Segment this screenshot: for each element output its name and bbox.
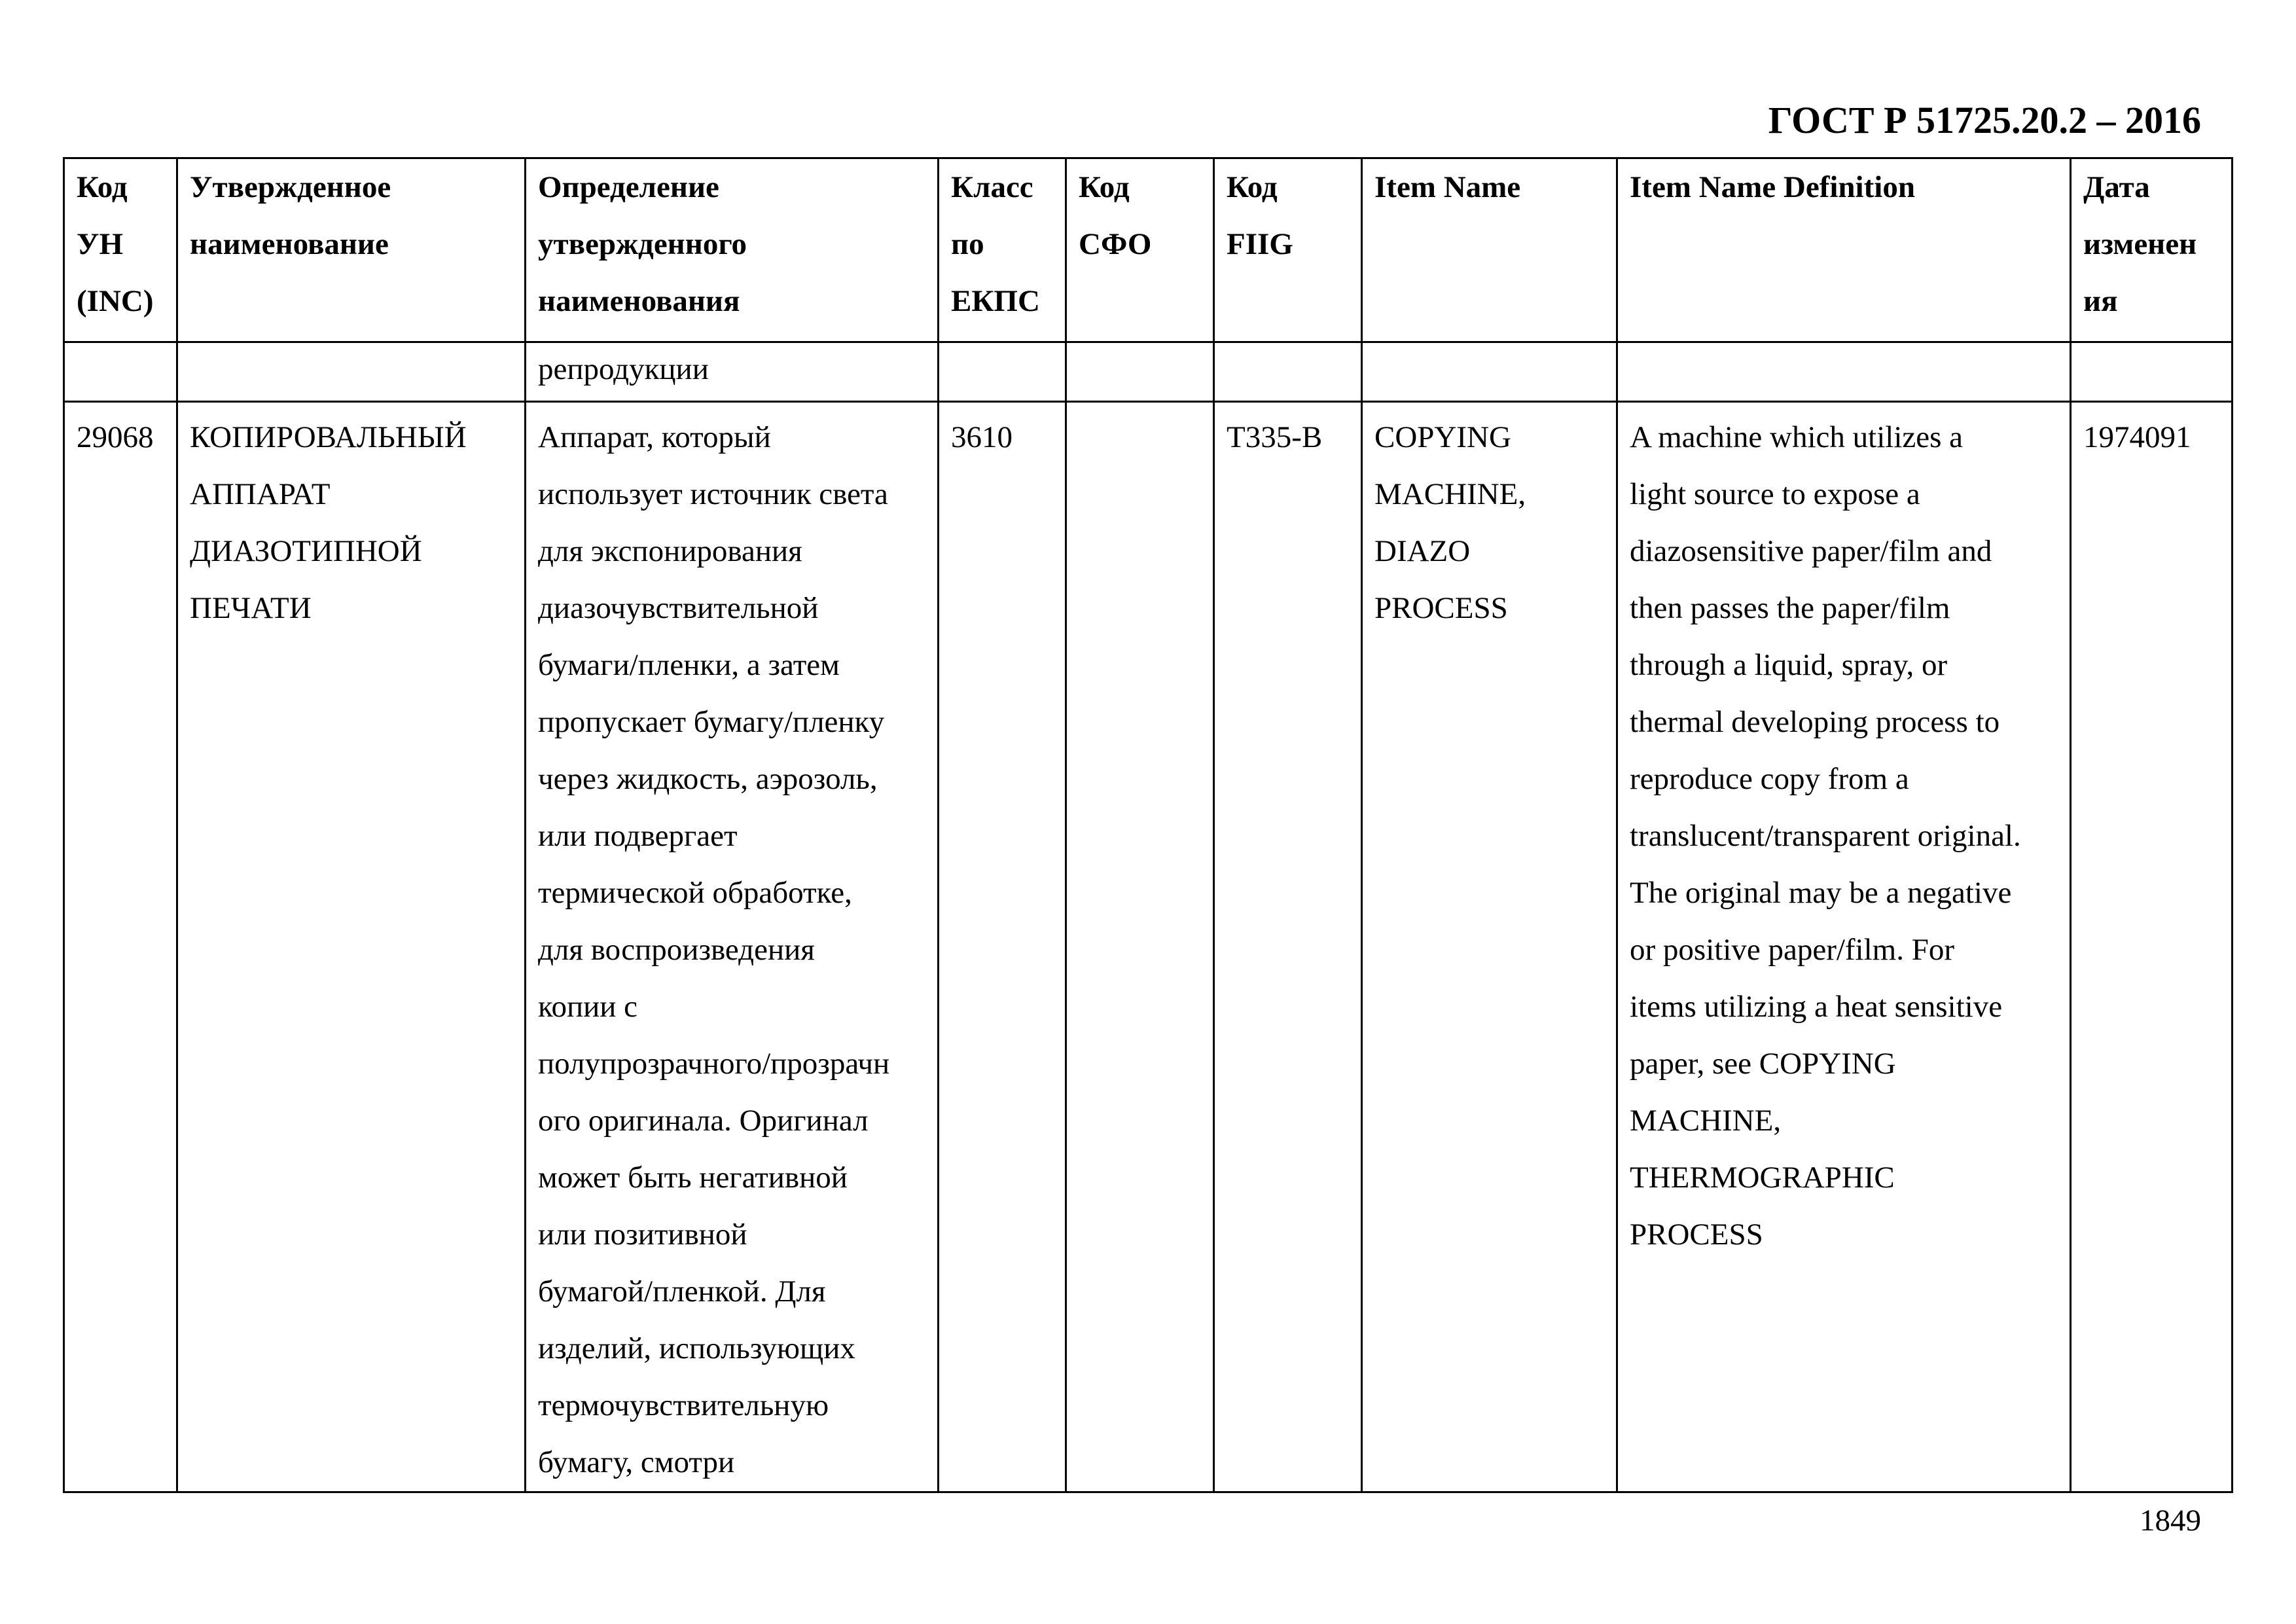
cell-line: Аппарат, который bbox=[538, 420, 771, 454]
header-item-name-definition: Item Name Definition bbox=[1617, 158, 2071, 342]
cell-line: 29068 bbox=[77, 420, 154, 454]
cell-line: диазочувствительной bbox=[538, 591, 819, 625]
cell-line: использует источник света bbox=[538, 477, 888, 511]
header-row bbox=[64, 158, 2233, 342]
cell-line: then passes the paper/film bbox=[1630, 591, 1950, 625]
table-cell bbox=[1617, 342, 2071, 402]
cell-line: или подвергает bbox=[538, 819, 738, 853]
header-item-name: Item Name bbox=[1362, 158, 1617, 342]
cell-line: для воспроизведения bbox=[538, 933, 815, 967]
continuation-row bbox=[64, 342, 2233, 402]
page-number: 1849 bbox=[2140, 1504, 2201, 1538]
cell-line: бумагу, смотри bbox=[538, 1445, 735, 1479]
cell-line: ПЕЧАТИ bbox=[190, 591, 312, 625]
cell-line: MACHINE, bbox=[1630, 1104, 1782, 1138]
table-cell bbox=[1362, 342, 1617, 402]
cell-change-date bbox=[2071, 402, 2233, 1492]
cell-line: или позитивной bbox=[538, 1218, 747, 1252]
cell-definition-ru bbox=[526, 402, 939, 1492]
cell-line: through a liquid, spray, or bbox=[1630, 648, 1948, 682]
cell-approved-name bbox=[177, 402, 526, 1492]
cell-class bbox=[939, 402, 1066, 1492]
header-class: Класс по ЕКПС bbox=[939, 158, 1066, 342]
table-row bbox=[64, 402, 2233, 1492]
cell-line: or positive paper/film. For bbox=[1630, 933, 1955, 967]
header-definition: Определение утвержденного наименования bbox=[526, 158, 939, 342]
cell-line: копии с bbox=[538, 990, 638, 1024]
cell-line: paper, see COPYING bbox=[1630, 1047, 1896, 1081]
table-cell bbox=[939, 342, 1066, 402]
cell-line: АППАРАТ bbox=[190, 477, 331, 511]
cell-line: T335-B bbox=[1227, 420, 1323, 454]
table-cell bbox=[1066, 342, 1214, 402]
cell-line: может быть негативной bbox=[538, 1161, 848, 1195]
cell-line: изделий, использующих bbox=[538, 1331, 855, 1365]
cell-line: через жидкость, аэрозоль, bbox=[538, 762, 878, 796]
cell-item-name-definition bbox=[1617, 402, 2071, 1492]
header-change-date: Дата изменен ия bbox=[2071, 158, 2233, 342]
cell-inc bbox=[64, 402, 177, 1492]
cell-line: КОПИРОВАЛЬНЫЙ bbox=[190, 420, 467, 454]
cell-item-name bbox=[1362, 402, 1617, 1492]
cell-line: полупрозрачного/прозрачн bbox=[538, 1047, 890, 1081]
table-cell bbox=[177, 342, 526, 402]
cell-fiig-code bbox=[1214, 402, 1362, 1492]
cell-line: COPYING bbox=[1374, 420, 1511, 454]
cell-line: DIAZO bbox=[1374, 534, 1471, 568]
cell-line: ого оригинала. Оригинал bbox=[538, 1104, 869, 1138]
cell-sfo-code bbox=[1066, 402, 1214, 1492]
cell-line: пропускает бумагу/пленку bbox=[538, 705, 885, 739]
cell-line: ДИАЗОТИПНОЙ bbox=[190, 534, 422, 568]
cell-line: reproduce copy from a bbox=[1630, 762, 1909, 796]
cell-line: THERMOGRAPHIC bbox=[1630, 1161, 1895, 1195]
cell-line: бумаги/пленки, а затем bbox=[538, 648, 840, 682]
cell-line: PROCESS bbox=[1374, 591, 1508, 625]
table-cell bbox=[1214, 342, 1362, 402]
header-fiig-code: Код FIIG bbox=[1214, 158, 1362, 342]
cell-line: термочувствительную bbox=[538, 1388, 829, 1422]
cell-line: A machine which utilizes a bbox=[1630, 420, 1964, 454]
nomenclature-table bbox=[63, 157, 2233, 1493]
cell-line: термической обработке, bbox=[538, 876, 852, 910]
cell-line: бумагой/пленкой. Для bbox=[538, 1274, 826, 1308]
header-approved-name: Утвержденное наименование bbox=[177, 158, 526, 342]
cell-line: diazosensitive paper/film and bbox=[1630, 534, 1992, 568]
cell-line: 1974091 bbox=[2083, 420, 2191, 454]
table-cell: репродукции bbox=[526, 342, 939, 402]
document-title: ГОСТ Р 51725.20.2 – 2016 bbox=[1768, 99, 2201, 141]
table-cell bbox=[64, 342, 177, 402]
cell-line: The original may be a negative bbox=[1630, 876, 2012, 910]
cell-line: 3610 bbox=[951, 420, 1013, 454]
cell-line: MACHINE, bbox=[1374, 477, 1526, 511]
cell-line: PROCESS bbox=[1630, 1218, 1763, 1252]
table-cell bbox=[2071, 342, 2233, 402]
header-inc: Код УН (INC) bbox=[64, 158, 177, 342]
cell-line: thermal developing process to bbox=[1630, 705, 2000, 739]
cell-line: для экспонирования bbox=[538, 534, 802, 568]
cell-line: light source to expose a bbox=[1630, 477, 1920, 511]
header-sfo-code: Код СФО bbox=[1066, 158, 1214, 342]
cell-line: items utilizing a heat sensitive bbox=[1630, 990, 2003, 1024]
cell-line: translucent/transparent original. bbox=[1630, 819, 2021, 853]
